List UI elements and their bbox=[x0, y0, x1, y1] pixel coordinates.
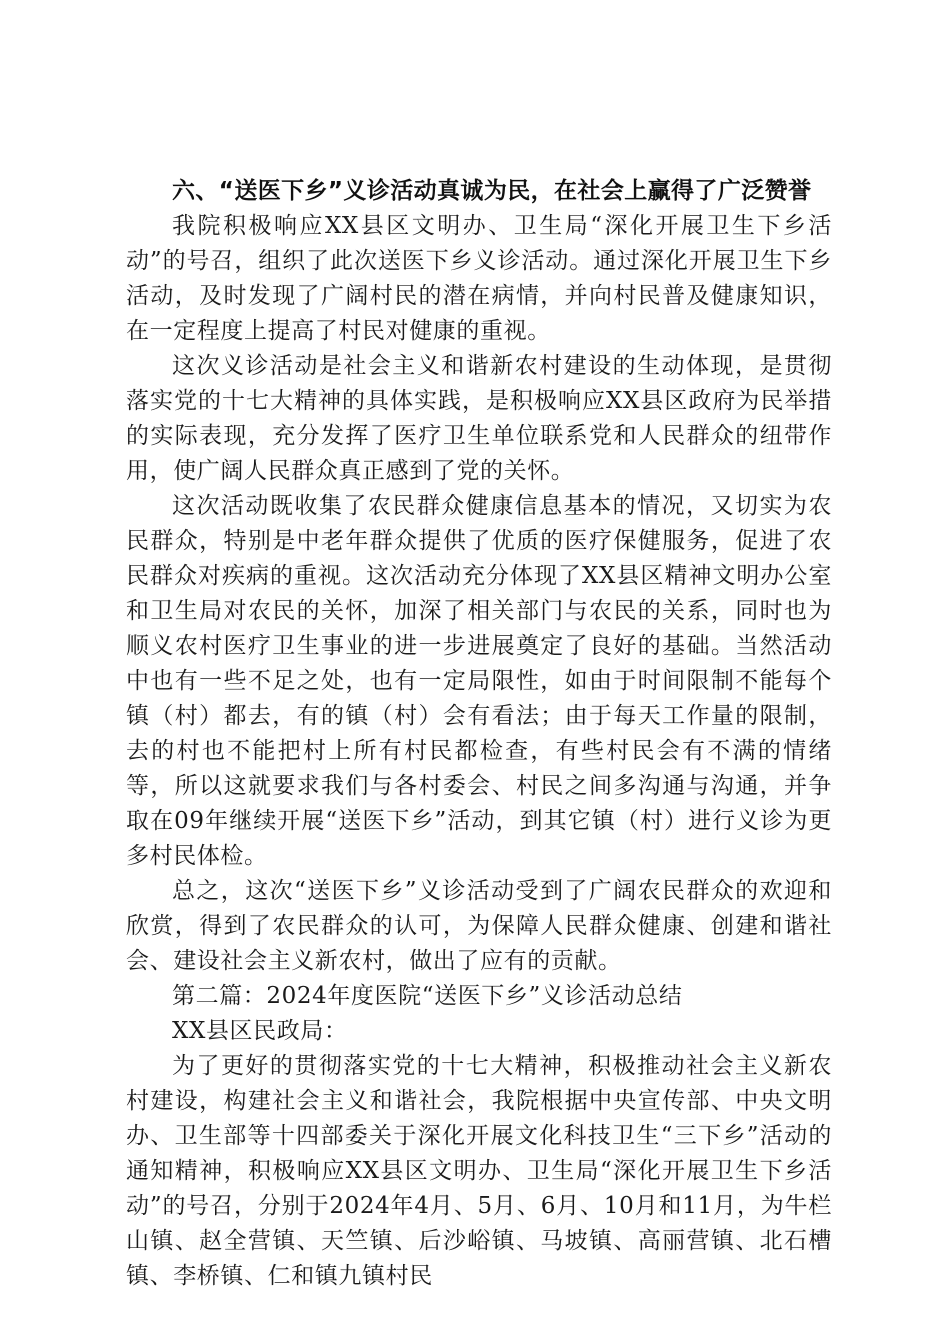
second-article-title: 第二篇：2024年度医院“送医下乡”义诊活动总结 bbox=[172, 983, 683, 1009]
paragraph-2: 这次义诊活动是社会主义和谐新农村建设的生动体现，是贯彻落实党的十七大精神的具体实践，是积极响应XX县区政府为民举措的实际表现，充分发挥了医疗卫生单位联系党和人民群众的纽带作用，使广阔人民群众真正感到了党的关怀。 bbox=[126, 353, 832, 484]
section-heading: 六、“送医下乡”义诊活动真诚为民，在社会上赢得了广泛赞誉 bbox=[172, 178, 812, 204]
paragraph-3: 这次活动既收集了农民群众健康信息基本的情况，又切实为农民群众，特别是中老年群众提供了优质的医疗保健服务，促进了农民群众对疾病的重视。这次活动充分体现了XX县区精神文明办公室和卫生局对农民的关怀，加深了相关部门与农民的关系，同时也为顺义农村医疗卫生事业的进一步进展奠定了良好的基础。当然活动中也有一些不足之处，也有一定局限性，如由于时间限制不能每个镇（村）都去，有的镇（村）会有看法；由于每天工作量的限制，去的村也不能把村上所有村民都检查，有些村民会有不满的情绪等，所以这就要求我们与各村委会、村民之间多沟通与沟通，并争取在09年继续开展“送医下乡”活动，到其它镇（村）进行义诊为更多村民体检。 bbox=[126, 493, 832, 869]
paragraph-4: 总之，这次“送医下乡”义诊活动受到了广阔农民群众的欢迎和欣赏，得到了农民群众的认可，为保障人民群众健康、创建和谐社会、建设社会主义新农村，做出了应有的贡献。 bbox=[126, 878, 832, 974]
document-body bbox=[126, 174, 832, 1294]
paragraph-1: 我院积极响应XX县区文明办、卫生局“深化开展卫生下乡活动”的号召，组织了此次送医下乡义诊活动。通过深化开展卫生下乡活动，及时发现了广阔村民的潜在病情，并向村民普及健康知识，在一定程度上提高了村民对健康的重视。 bbox=[126, 213, 832, 344]
addressee: XX县区民政局： bbox=[172, 1018, 348, 1044]
paragraph-5: 为了更好的贯彻落实党的十七大精神，积极推动社会主义新农村建设，构建社会主义和谐社会，我院根据中央宣传部、中央文明办、卫生部等十四部委关于深化开展文化科技卫生“三下乡”活动的通知精神，积极响应XX县区文明办、卫生局“深化开展卫生下乡活动”的号召，分别于2024年4月、5月、6月、10月和11月，为牛栏山镇、赵全营镇、天竺镇、后沙峪镇、马坡镇、高丽营镇、北石槽镇、李桥镇、仁和镇九镇村民 bbox=[126, 1053, 832, 1289]
